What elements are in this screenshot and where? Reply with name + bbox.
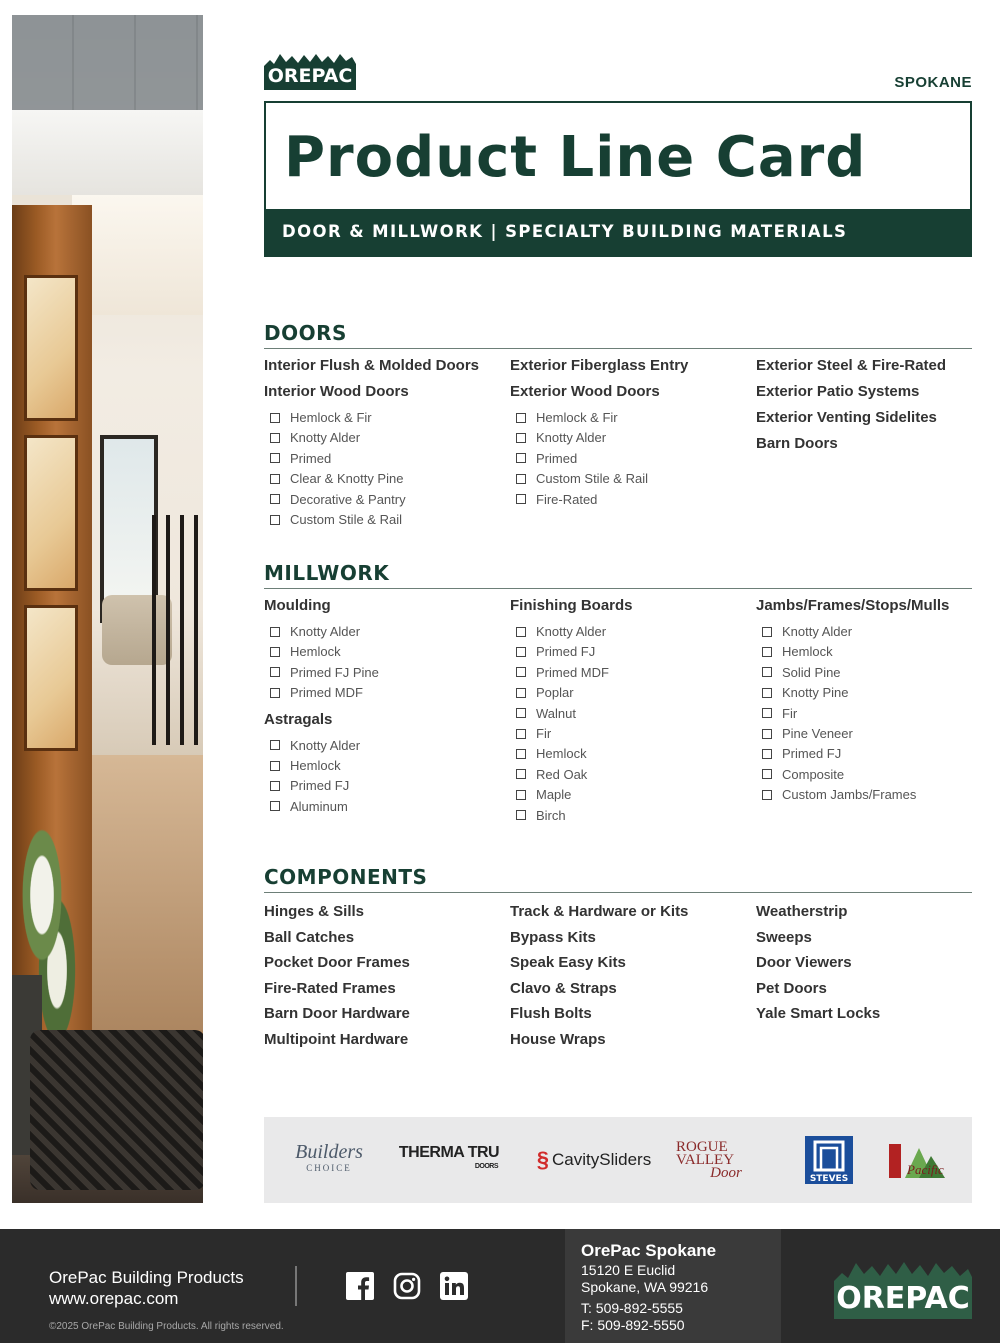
millwork-column-3 [756, 596, 996, 806]
svg-text:Pacific: Pacific [907, 1162, 944, 1177]
list-item: Primed FJ Pine [264, 663, 504, 683]
checkbox[interactable] [762, 627, 772, 637]
checkbox[interactable] [762, 749, 772, 759]
checkbox[interactable] [270, 667, 280, 677]
branch-contact [565, 1229, 781, 1343]
checkbox[interactable] [270, 627, 280, 637]
category-label: Interior Flush & Molded Doors [264, 357, 480, 374]
checkbox[interactable] [516, 667, 526, 677]
list-item: Primed [264, 449, 504, 469]
list-item: Decorative & Pantry [264, 490, 504, 510]
title-box [264, 101, 972, 257]
phone[interactable]: T: 509-892-5555 [581, 1300, 683, 1316]
component-item: Pet Doors [756, 979, 827, 997]
list-item: Fir [756, 704, 996, 724]
website-link[interactable]: www.orepac.com [49, 1289, 179, 1308]
checkbox[interactable] [270, 474, 280, 484]
list-item: Custom Jambs/Frames [756, 785, 996, 805]
checkbox[interactable] [270, 453, 280, 463]
list-item: Knotty Pine [756, 683, 996, 703]
millwork-column-2 [510, 596, 750, 826]
checkbox[interactable] [270, 515, 280, 525]
category-label: Exterior Wood Doors [510, 383, 660, 400]
instagram-icon[interactable] [393, 1272, 421, 1300]
door-glass-pane [24, 605, 78, 751]
component-item: Yale Smart Locks [756, 1005, 881, 1023]
svg-text:OREPAC: OREPAC [267, 65, 353, 87]
list-item: Pine Veneer [756, 724, 996, 744]
component-item: House Wraps [510, 1030, 606, 1048]
brand-logo-strip [264, 1117, 972, 1203]
list-item: Primed FJ [510, 642, 750, 662]
components-column-1 [264, 899, 504, 1053]
category-label: Finishing Boards [510, 597, 633, 614]
footer-divider [295, 1266, 297, 1306]
checkbox[interactable] [762, 667, 772, 677]
component-item: Pocket Door Frames [264, 954, 410, 972]
address-line-2: Spokane, WA 99216 [581, 1279, 709, 1295]
millwork-column-1 [264, 596, 504, 817]
checkbox[interactable] [516, 647, 526, 657]
component-item: Bypass Kits [510, 928, 596, 946]
checkbox[interactable] [516, 688, 526, 698]
list-item: Composite [756, 765, 996, 785]
list-item: Knotty Alder [756, 622, 996, 642]
section-title-components: COMPONENTS [264, 865, 972, 893]
checkbox[interactable] [516, 708, 526, 718]
list-item: Hemlock [756, 642, 996, 662]
list-item: Primed MDF [510, 663, 750, 683]
orepac-footer-logo [834, 1259, 972, 1319]
list-item: Walnut [510, 704, 750, 724]
cavitysliders-logo: § CavitySliders [536, 1147, 652, 1172]
list-item: Knotty Alder [264, 736, 504, 756]
component-item: Hinges & Sills [264, 903, 365, 920]
list-item: Knotty Alder [264, 428, 504, 448]
checkbox[interactable] [270, 801, 280, 811]
component-item: Weatherstrip [756, 903, 848, 920]
checkbox[interactable] [516, 494, 526, 504]
component-item: Flush Bolts [510, 1005, 592, 1023]
checkbox[interactable] [516, 413, 526, 423]
stair-railing [152, 515, 203, 745]
checkbox[interactable] [516, 474, 526, 484]
checkbox[interactable] [516, 729, 526, 739]
checkbox[interactable] [270, 433, 280, 443]
checkbox[interactable] [270, 740, 280, 750]
component-item: Track & Hardware or Kits [510, 903, 689, 920]
checkbox[interactable] [762, 729, 772, 739]
list-item: Primed FJ [756, 744, 996, 764]
steves-door-icon [805, 1136, 853, 1184]
list-item: Hemlock [264, 756, 504, 776]
checkbox[interactable] [516, 769, 526, 779]
list-item: Custom Stile & Rail [510, 469, 750, 489]
doors-column-2 [510, 356, 750, 510]
siding [12, 15, 203, 110]
category-label: Exterior Steel & Fire-Rated [756, 357, 947, 374]
linkedin-icon[interactable] [440, 1272, 468, 1300]
section-title-millwork: MILLWORK [264, 561, 972, 589]
section-title-doors: DOORS [264, 321, 972, 349]
category-label: Exterior Venting Sidelites [756, 409, 937, 426]
components-column-3 [756, 899, 996, 1027]
list-item: Aluminum [264, 797, 504, 817]
interior-door-photo [12, 15, 203, 1203]
checkbox[interactable] [762, 769, 772, 779]
checkbox[interactable] [270, 781, 280, 791]
category-label: Barn Doors [756, 435, 838, 452]
rogue-valley-door-logo: ROGUE VALLEY Door [676, 1138, 742, 1181]
checkbox[interactable] [270, 494, 280, 504]
list-item: Hemlock [510, 744, 750, 764]
component-item: Barn Door Hardware [264, 1005, 410, 1023]
orepac-logo [264, 52, 356, 90]
builders-choice-logo: Builders CHOICE [295, 1141, 363, 1173]
checkbox[interactable] [762, 708, 772, 718]
address-line-1: 15120 E Euclid [581, 1262, 676, 1278]
component-item: Multipoint Hardware [264, 1030, 409, 1048]
pacific-pine-icon [885, 1138, 947, 1182]
component-item: Fire-Rated Frames [264, 979, 396, 997]
svg-text:OREPAC: OREPAC [836, 1281, 970, 1316]
footer-company [49, 1267, 244, 1309]
steves-logo [804, 1117, 854, 1203]
doors-column-1 [264, 356, 504, 530]
list-item: Hemlock & Fir [510, 408, 750, 428]
checkbox[interactable] [270, 688, 280, 698]
pacific-pine-logo [884, 1117, 948, 1203]
list-item: Custom Stile & Rail [264, 510, 504, 530]
checkbox[interactable] [516, 810, 526, 820]
list-item: Knotty Alder [264, 622, 504, 642]
list-item: Hemlock & Fir [264, 408, 504, 428]
thermatru-logo: THERMA TRU DOORS [398, 1144, 500, 1170]
checkbox[interactable] [762, 790, 772, 800]
category-label: Moulding [264, 597, 331, 614]
checkbox[interactable] [270, 413, 280, 423]
components-column-2 [510, 899, 750, 1053]
list-item: Birch [510, 806, 750, 826]
footer [0, 1229, 1000, 1343]
list-item: Primed MDF [264, 683, 504, 703]
svg-text:STEVES: STEVES [809, 1174, 849, 1184]
category-label: Jambs/Frames/Stops/Mulls [756, 597, 950, 614]
subtitle-bar: DOOR & MILLWORK | SPECIALTY BUILDING MATERIALS [266, 209, 970, 255]
component-item: Speak Easy Kits [510, 954, 626, 972]
fax: F: 509-892-5550 [581, 1317, 685, 1333]
list-item: Red Oak [510, 765, 750, 785]
door-glass-pane [24, 275, 78, 421]
location-label: SPOKANE [894, 74, 972, 91]
list-item: Fire-Rated [510, 490, 750, 510]
doormat [30, 1030, 203, 1190]
list-item: Clear & Knotty Pine [264, 469, 504, 489]
checkbox[interactable] [270, 761, 280, 771]
checkbox[interactable] [270, 647, 280, 657]
list-item: Poplar [510, 683, 750, 703]
checkbox[interactable] [516, 627, 526, 637]
category-label: Interior Wood Doors [264, 383, 409, 400]
facebook-icon[interactable] [346, 1272, 374, 1300]
checkbox[interactable] [762, 688, 772, 698]
checkbox[interactable] [516, 749, 526, 759]
checkbox[interactable] [516, 433, 526, 443]
checkbox[interactable] [516, 453, 526, 463]
door-glass-pane [24, 435, 78, 591]
component-item: Clavo & Straps [510, 979, 617, 997]
component-item: Ball Catches [264, 928, 355, 946]
cavity-mark-icon: § [536, 1147, 550, 1172]
list-item: Primed [510, 449, 750, 469]
page-title: Product Line Card [284, 125, 867, 190]
company-name: OrePac Building Products [49, 1268, 244, 1287]
component-item: Door Viewers [756, 954, 852, 972]
component-item: Sweeps [756, 928, 812, 946]
doors-column-3 [756, 356, 996, 460]
list-item: Knotty Alder [510, 622, 750, 642]
list-item: Solid Pine [756, 663, 996, 683]
list-item: Hemlock [264, 642, 504, 662]
category-label: Exterior Patio Systems [756, 383, 920, 400]
checkbox[interactable] [516, 790, 526, 800]
branch-name: OrePac Spokane [581, 1241, 717, 1260]
list-item: Maple [510, 785, 750, 805]
list-item: Knotty Alder [510, 428, 750, 448]
category-label: Astragals [264, 710, 333, 728]
category-label: Exterior Fiberglass Entry [510, 357, 689, 374]
list-item: Primed FJ [264, 776, 504, 796]
soffit-trim [12, 110, 203, 195]
list-item: Fir [510, 724, 750, 744]
checkbox[interactable] [762, 647, 772, 657]
copyright: ©2025 OrePac Building Products. All rights reserved. [49, 1321, 284, 1332]
